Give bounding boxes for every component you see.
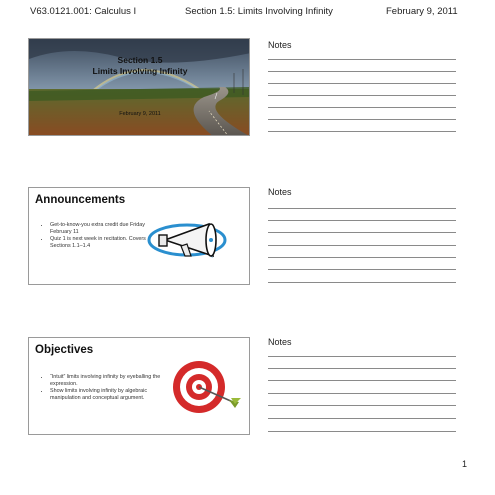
note-line xyxy=(268,119,456,120)
note-line xyxy=(268,269,456,270)
objectives-slide xyxy=(28,337,250,435)
header-date: February 9, 2011 xyxy=(386,6,458,17)
title-slide xyxy=(28,38,250,136)
bullet-item: • Get-to-know-you extra credit due Friday February 11 xyxy=(50,222,162,235)
section-title: Section 1.5: Limits Involving Infinity xyxy=(185,6,333,17)
note-line xyxy=(268,380,456,381)
notes-label: Notes xyxy=(268,40,292,50)
bullet-item: • “Intuit” limits involving infinity by eyeballing the expression. xyxy=(50,374,172,387)
bullet-list xyxy=(41,222,162,250)
note-line xyxy=(268,418,456,419)
course-title: V63.0121.001: Calculus I xyxy=(30,6,137,17)
note-line xyxy=(268,431,456,432)
road-landscape-image xyxy=(29,39,250,136)
note-line xyxy=(268,368,456,369)
note-line xyxy=(268,107,456,108)
note-line xyxy=(268,393,456,394)
slide-title-topic: Limits Involving Infinity xyxy=(92,66,188,76)
note-line xyxy=(268,257,456,258)
note-line xyxy=(268,356,456,357)
notes-label: Notes xyxy=(268,187,292,197)
note-line xyxy=(268,220,456,221)
slide-title: Announcements xyxy=(35,194,126,206)
slide-title-section: Section 1.5 xyxy=(117,55,163,65)
note-line xyxy=(268,282,456,283)
note-line xyxy=(268,131,456,132)
bullet-item: • Quiz 1 is next week in recitation. Covers Sections 1.1–1.4 xyxy=(50,236,162,249)
note-line xyxy=(268,405,456,406)
note-line xyxy=(268,59,456,60)
page-header xyxy=(0,6,495,20)
announcements-slide xyxy=(28,187,250,285)
note-line xyxy=(268,71,456,72)
notes-label: Notes xyxy=(268,337,292,347)
target-icon xyxy=(171,360,243,416)
note-line xyxy=(268,95,456,96)
bullet-item: • Show limits involving infinity by algebraic manipulation and conceptual argument. xyxy=(50,388,172,401)
note-line xyxy=(268,245,456,246)
bullet-list xyxy=(41,374,172,402)
note-line xyxy=(268,232,456,233)
note-line xyxy=(268,83,456,84)
slide-date: February 9, 2011 xyxy=(119,111,161,117)
page-number: 1 xyxy=(462,459,468,469)
megaphone-icon xyxy=(147,216,235,260)
slide-title: Objectives xyxy=(35,344,94,356)
note-line xyxy=(268,208,456,209)
